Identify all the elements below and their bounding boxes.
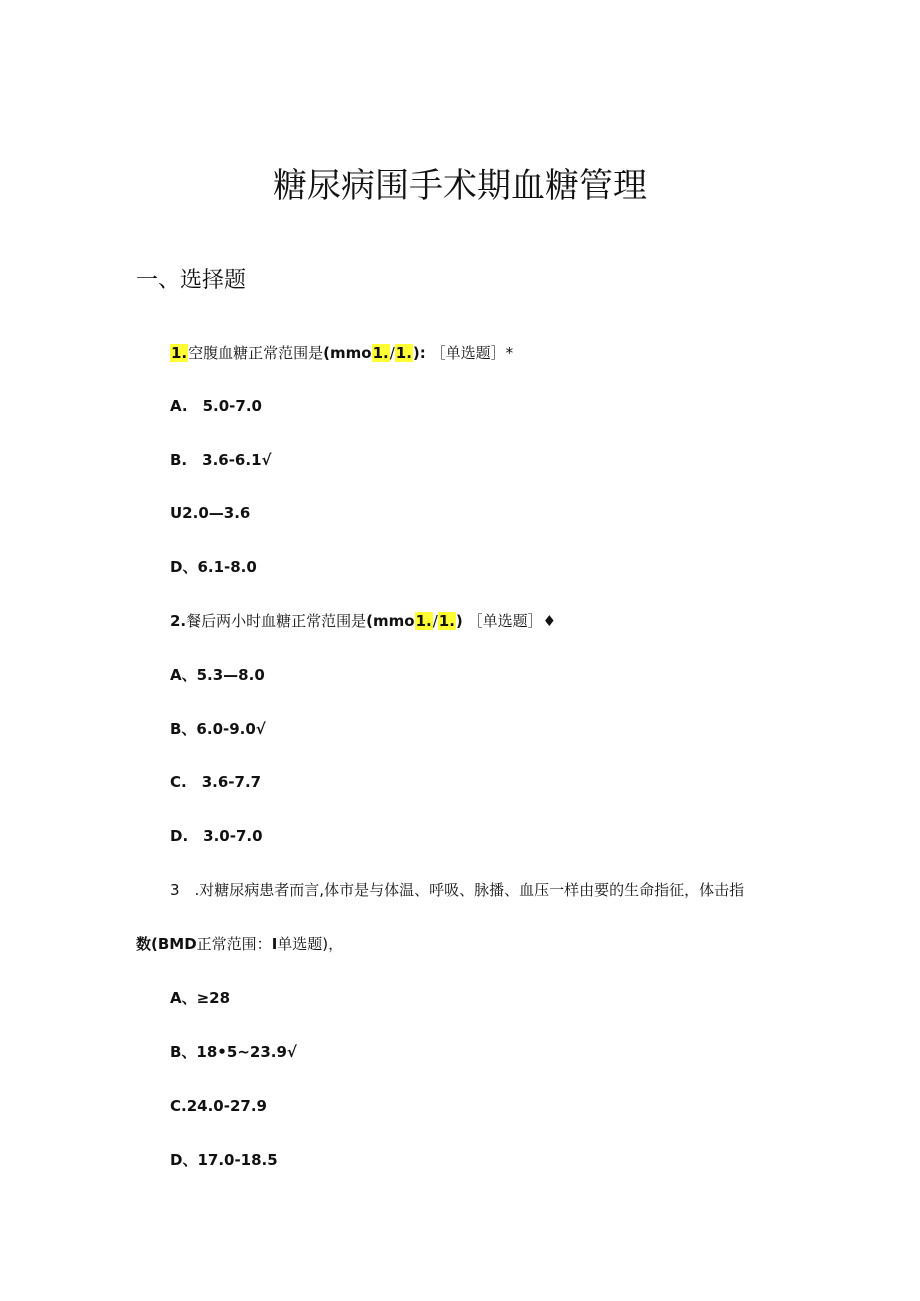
question-3-line-1: 3 .对糖尿病患者而言,体市是与体温、呼吸、脉播、血压一样由要的生命指征，体击指: [170, 881, 745, 899]
bracket-mark: I: [271, 935, 278, 953]
question-unit: (mmo: [366, 612, 415, 630]
option-d: D、6.1-8.0: [170, 558, 257, 576]
option-d: D、17.0-18.5: [170, 1151, 278, 1169]
option-b: B、6.0-9.0√: [170, 720, 266, 738]
highlight-mark: 1.: [372, 344, 389, 362]
option-b: B. 3.6-6.1√: [170, 451, 272, 469]
highlight-mark: 1.: [438, 612, 455, 630]
option-a: A. 5.0-7.0: [170, 397, 262, 415]
highlight-mark: 1.: [415, 612, 432, 630]
highlight-mark: 1.: [395, 344, 412, 362]
question-unit: (mmo: [323, 344, 372, 362]
question-type: ［单选题］*: [430, 344, 514, 362]
unit-separator: /: [389, 344, 395, 362]
unit-separator: /: [432, 612, 438, 630]
question-text: 空腹血糖正常范围是: [188, 344, 324, 362]
question-type: 单选题)，: [277, 935, 344, 953]
option-d: D. 3.0-7.0: [170, 827, 263, 845]
question-number: 1.: [171, 344, 188, 362]
option-b: B、18•5~23.9√: [170, 1043, 297, 1061]
question-3-line-2: [136, 933, 343, 955]
question-type: ［单选题］♦: [467, 612, 557, 630]
option-c: C. 3.6-7.7: [170, 773, 262, 791]
option-a: A、5.3—8.0: [170, 666, 265, 684]
section-heading: 一、选择题: [136, 268, 247, 293]
document-title: 糖尿病围手术期血糖管理: [273, 166, 647, 206]
option-a: A、≥28: [170, 989, 231, 1007]
question-text: 餐后两小时血糖正常范围是: [186, 612, 367, 630]
option-c: C.24.0-27.9: [170, 1097, 267, 1115]
question-1: [170, 342, 513, 364]
bmi-label: 数(BMD: [136, 935, 197, 953]
question-unit-close: ):: [412, 344, 426, 362]
question-unit-close: ): [455, 612, 463, 630]
question-text: 正常范围：: [196, 935, 272, 953]
question-number: 2.: [170, 612, 187, 630]
question-2: [170, 610, 556, 632]
option-c: U2.0—3.6: [170, 504, 251, 522]
